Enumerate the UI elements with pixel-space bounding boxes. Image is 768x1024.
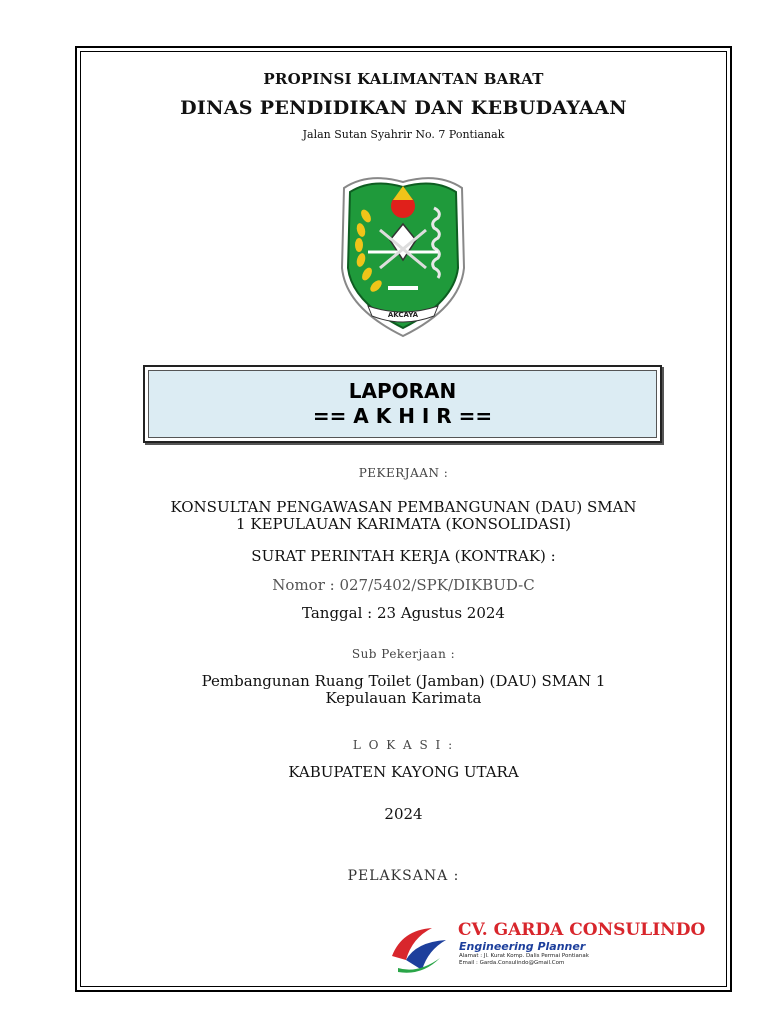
report-year: 2024 xyxy=(384,805,423,823)
project-name-line2: 1 KEPULAUAN KARIMATA (KONSOLIDASI) xyxy=(236,515,571,533)
sub-project-label: Sub Pekerjaan : xyxy=(351,647,456,661)
report-title-box xyxy=(143,365,662,443)
svg-text:AKCAYA: AKCAYA xyxy=(387,311,419,319)
report-title-line1: LAPORAN xyxy=(348,379,457,403)
location-label: L O K A S I : xyxy=(352,738,455,752)
company-address-line: Alamat : Jl. Kurat Komp. Dalis Permai Pontianak xyxy=(459,953,589,959)
contract-number: Nomor : 027/5402/SPK/DIKBUD-C xyxy=(272,576,535,594)
company-swoosh-icon xyxy=(388,920,452,976)
company-logo xyxy=(388,920,706,976)
agency-address: Jalan Sutan Syahrir No. 7 Pontianak xyxy=(302,128,505,141)
project-label: PEKERJAAN : xyxy=(358,466,449,480)
report-title-line2: == A K H I R == xyxy=(312,404,493,428)
sub-project-line1: Pembangunan Ruang Toilet (Jamban) (DAU) SMAN 1 xyxy=(201,672,606,690)
company-tagline: Engineering Planner xyxy=(459,940,586,953)
report-title-panel xyxy=(148,370,657,438)
contract-date: Tanggal : 23 Agustus 2024 xyxy=(302,604,505,622)
company-email-line: Email : Garda.Consulindo@Gmail.Com xyxy=(459,960,565,966)
agency-heading: DINAS PENDIDIKAN DAN KEBUDAYAAN xyxy=(180,97,627,119)
province-heading: PROPINSI KALIMANTAN BARAT xyxy=(263,70,544,88)
location-value: KABUPATEN KAYONG UTARA xyxy=(288,763,519,781)
executor-label: PELAKSANA : xyxy=(347,868,460,884)
project-name-line1: KONSULTAN PENGAWASAN PEMBANGUNAN (DAU) SMAN xyxy=(170,498,637,516)
province-emblem-icon xyxy=(338,168,468,340)
company-address xyxy=(459,953,589,967)
sub-project-line2: Kepulauan Karimata xyxy=(325,689,482,707)
company-name: CV. GARDA CONSULINDO xyxy=(458,920,706,940)
contract-label: SURAT PERINTAH KERJA (KONTRAK) : xyxy=(251,547,556,565)
